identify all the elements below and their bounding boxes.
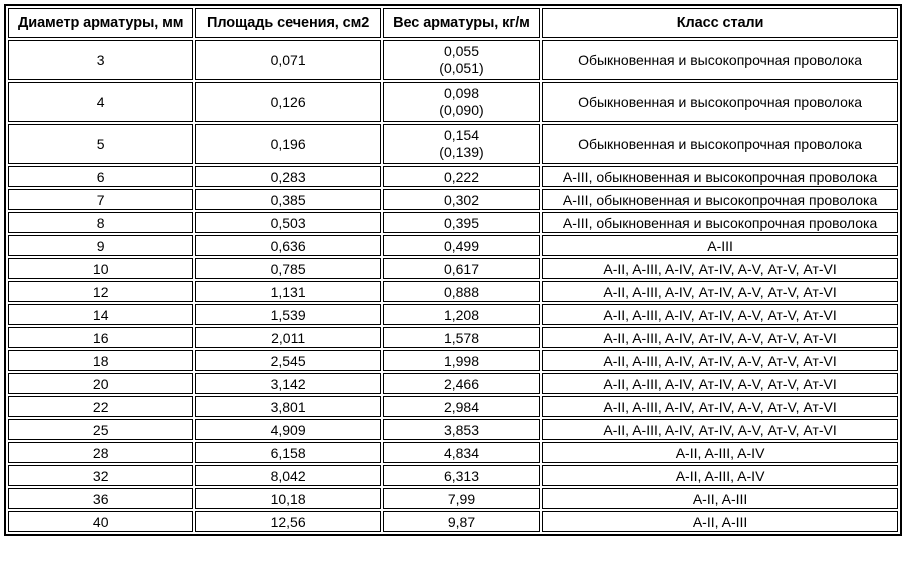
cell-diameter: 6 xyxy=(8,166,193,187)
table-row xyxy=(8,304,898,325)
table-row xyxy=(8,442,898,463)
cell-steel-class: A-II, A-III, A-IV, Ат-IV, A-V, Ат-V, Ат-VI xyxy=(542,258,898,279)
cell-steel-class: A-III xyxy=(542,235,898,256)
cell-area: 1,539 xyxy=(195,304,380,325)
cell-steel-class: A-II, A-III xyxy=(542,488,898,509)
cell-diameter: 3 xyxy=(8,40,193,80)
weight-value: 0,055 xyxy=(443,43,479,59)
cell-diameter: 22 xyxy=(8,396,193,417)
table-row xyxy=(8,258,898,279)
cell-area: 0,385 xyxy=(195,189,380,210)
table-row xyxy=(8,465,898,486)
cell-area: 6,158 xyxy=(195,442,380,463)
table-row xyxy=(8,350,898,371)
cell-diameter: 18 xyxy=(8,350,193,371)
cell-weight: 0,888 xyxy=(383,281,540,302)
cell-weight: 7,99 xyxy=(383,488,540,509)
cell-weight: 6,313 xyxy=(383,465,540,486)
cell-area: 0,196 xyxy=(195,124,380,164)
cell-area: 8,042 xyxy=(195,465,380,486)
cell-weight: 0,395 xyxy=(383,212,540,233)
cell-area: 0,071 xyxy=(195,40,380,80)
header-steel-class: Класс стали xyxy=(542,8,898,38)
table-header xyxy=(8,8,898,38)
header-row xyxy=(8,8,898,38)
cell-diameter: 8 xyxy=(8,212,193,233)
table-row xyxy=(8,235,898,256)
cell-area: 1,131 xyxy=(195,281,380,302)
cell-steel-class: Обыкновенная и высокопрочная проволока xyxy=(542,124,898,164)
table-row xyxy=(8,82,898,122)
cell-diameter: 32 xyxy=(8,465,193,486)
cell-steel-class: A-II, A-III, A-IV xyxy=(542,465,898,486)
cell-area: 12,56 xyxy=(195,511,380,532)
cell-weight: 2,984 xyxy=(383,396,540,417)
cell-diameter: 16 xyxy=(8,327,193,348)
cell-diameter: 4 xyxy=(8,82,193,122)
weight-value: 0,154 xyxy=(443,127,479,143)
cell-diameter: 36 xyxy=(8,488,193,509)
table-row xyxy=(8,511,898,532)
table-row xyxy=(8,166,898,187)
table-row xyxy=(8,212,898,233)
cell-steel-class: A-III, обыкновенная и высокопрочная проволока xyxy=(542,189,898,210)
cell-diameter: 14 xyxy=(8,304,193,325)
weight-alt-value: (0,051) xyxy=(439,60,484,76)
cell-weight: 1,998 xyxy=(383,350,540,371)
table-row xyxy=(8,281,898,302)
cell-area: 10,18 xyxy=(195,488,380,509)
cell-steel-class: A-III, обыкновенная и высокопрочная проволока xyxy=(542,212,898,233)
cell-weight xyxy=(383,82,540,122)
cell-diameter: 12 xyxy=(8,281,193,302)
cell-diameter: 9 xyxy=(8,235,193,256)
cell-area: 3,142 xyxy=(195,373,380,394)
cell-weight: 0,499 xyxy=(383,235,540,256)
table-row xyxy=(8,189,898,210)
cell-steel-class: A-II, A-III, A-IV, Ат-IV, A-V, Ат-V, Ат-VI xyxy=(542,396,898,417)
cell-weight: 4,834 xyxy=(383,442,540,463)
cell-weight xyxy=(383,124,540,164)
table-row xyxy=(8,419,898,440)
weight-alt-value: (0,090) xyxy=(439,102,484,118)
cell-weight: 0,617 xyxy=(383,258,540,279)
cell-weight xyxy=(383,40,540,80)
weight-value: 0,098 xyxy=(443,85,479,101)
cell-area: 0,283 xyxy=(195,166,380,187)
table-row xyxy=(8,124,898,164)
cell-diameter: 40 xyxy=(8,511,193,532)
cell-weight: 1,208 xyxy=(383,304,540,325)
header-diameter: Диаметр арматуры, мм xyxy=(8,8,193,38)
cell-diameter: 28 xyxy=(8,442,193,463)
cell-area: 3,801 xyxy=(195,396,380,417)
cell-weight: 1,578 xyxy=(383,327,540,348)
cell-steel-class: A-III, обыкновенная и высокопрочная проволока xyxy=(542,166,898,187)
rebar-table xyxy=(4,4,902,536)
cell-weight: 2,466 xyxy=(383,373,540,394)
cell-area: 2,011 xyxy=(195,327,380,348)
cell-steel-class: A-II, A-III, A-IV, Ат-IV, A-V, Ат-V, Ат-VI xyxy=(542,304,898,325)
cell-weight: 0,222 xyxy=(383,166,540,187)
cell-steel-class: A-II, A-III, A-IV, Ат-IV, A-V, Ат-V, Ат-VI xyxy=(542,419,898,440)
cell-area: 0,785 xyxy=(195,258,380,279)
cell-steel-class: A-II, A-III, A-IV, Ат-IV, A-V, Ат-V, Ат-VI xyxy=(542,327,898,348)
cell-steel-class: A-II, A-III, A-IV, Ат-IV, A-V, Ат-V, Ат-VI xyxy=(542,350,898,371)
cell-steel-class: A-II, A-III, A-IV, Ат-IV, A-V, Ат-V, Ат-VI xyxy=(542,281,898,302)
cell-diameter: 10 xyxy=(8,258,193,279)
cell-area: 0,503 xyxy=(195,212,380,233)
header-weight: Вес арматуры, кг/м xyxy=(383,8,540,38)
table-row xyxy=(8,396,898,417)
table-row xyxy=(8,488,898,509)
cell-weight: 0,302 xyxy=(383,189,540,210)
cell-steel-class: Обыкновенная и высокопрочная проволока xyxy=(542,40,898,80)
cell-diameter: 7 xyxy=(8,189,193,210)
cell-steel-class: A-II, A-III, A-IV, Ат-IV, A-V, Ат-V, Ат-VI xyxy=(542,373,898,394)
cell-diameter: 25 xyxy=(8,419,193,440)
cell-area: 2,545 xyxy=(195,350,380,371)
cell-area: 0,126 xyxy=(195,82,380,122)
cell-steel-class: A-II, A-III, A-IV xyxy=(542,442,898,463)
cell-diameter: 5 xyxy=(8,124,193,164)
cell-steel-class: Обыкновенная и высокопрочная проволока xyxy=(542,82,898,122)
cell-weight: 3,853 xyxy=(383,419,540,440)
cell-area: 0,636 xyxy=(195,235,380,256)
cell-area: 4,909 xyxy=(195,419,380,440)
cell-diameter: 20 xyxy=(8,373,193,394)
cell-steel-class: A-II, A-III xyxy=(542,511,898,532)
table-row xyxy=(8,40,898,80)
table-row xyxy=(8,373,898,394)
table-row xyxy=(8,327,898,348)
header-area: Площадь сечения, см2 xyxy=(195,8,380,38)
weight-alt-value: (0,139) xyxy=(439,144,484,160)
cell-weight: 9,87 xyxy=(383,511,540,532)
table-body xyxy=(8,40,898,532)
